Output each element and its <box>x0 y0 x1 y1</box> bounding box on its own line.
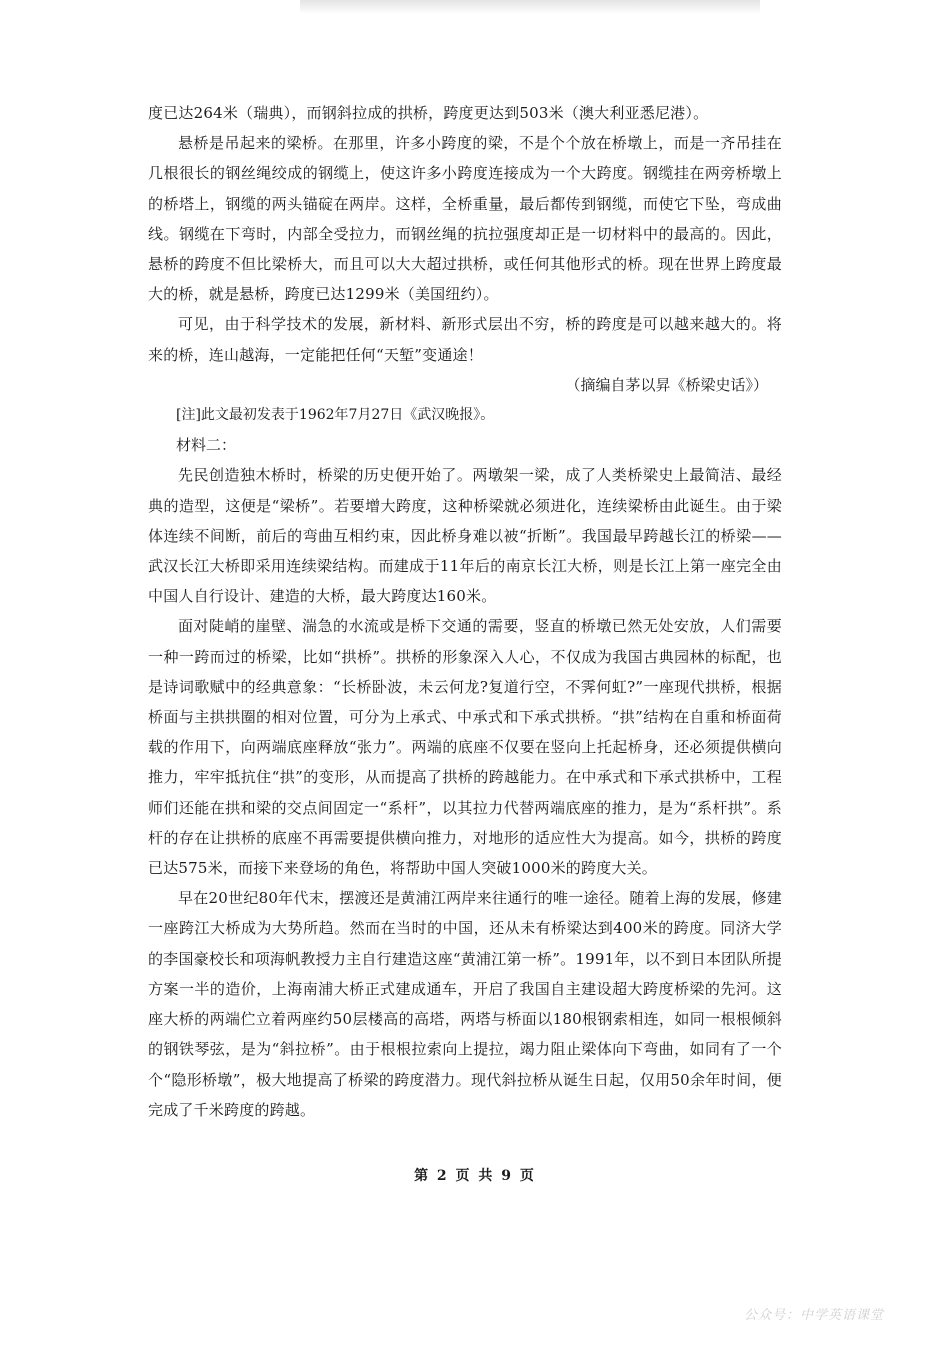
paragraph-conclusion: 可见，由于科学技术的发展，新材料、新形式层出不穷，桥的跨度是可以越来越大的。将来的桥，连山越海，一定能把任何“天堑”变通途！ <box>148 315 782 364</box>
watermark: 公众号：中学英语课堂 <box>743 1308 884 1323</box>
paragraph-arch-bridge: 面对陡峭的崖壁、湍急的水流或是桥下交通的需要，竖直的桥墩已然无处安放，人们需要一种一跨而过的桥梁，比如“拱桥”。拱桥的形象深入人心，不仅成为我国古典园林的标配，也是诗词歌赋中的经典意象：“长桥卧波，未云何龙?复道行空，不霁何虹?”一座现代拱桥，根据桥面与主拱拱圈的相对位置，可分为上承式、中承式和下承式拱桥。“拱”结构在自重和桥面荷载的作用下，向两端底座释放“张力”。两端的底座不仅要在竖向上托起桥身，还必须提供横向推力，牢牢抵抗住“拱”的变形，从而提高了拱桥的跨越能力。在中承式和下承式拱桥中，工程师们还能在拱和梁的交点间固定一“系杆”，以其拉力代替两端底座的推力，是为“系杆拱”。系杆的存在让拱桥的底座不再需要提供横向推力，对地形的适应性大为提高。如今，拱桥的跨度已达575米，而接下来登场的角色，将帮助中国人突破1000米的跨度大关。 <box>148 617 782 878</box>
material-two-heading: 材料二： <box>176 436 237 455</box>
page-number: 第 2 页 共 9 页 <box>414 1168 536 1184</box>
footnote: [注]此文最初发表于1962年7月27日《武汉晚报》。 <box>176 407 495 424</box>
source-citation: （摘编自茅以昇《桥梁史话》） <box>565 375 768 394</box>
paragraph-arch-span-continuation: 度已达264米（瑞典），而钢斜拉成的拱桥，跨度更达到503米（澳大利亚悉尼港）。 <box>148 104 709 122</box>
paragraph-suspension-bridge: 悬桥是吊起来的梁桥。在那里，许多小跨度的梁，不是个个放在桥墩上，而是一齐吊挂在几根很长的钢丝绳绞成的钢缆上，使这许多小跨度连接成为一个大跨度。钢缆挂在两旁桥墩上的桥塔上，钢缆的两头锚碇在两岸。这样，全桥重量，最后都传到钢缆，而使它下坠，弯成曲线。钢缆在下弯时，内部全受拉力，而钢丝绳的抗拉强度却正是一切材料中的最高的。因此，悬桥的跨度不但比梁桥大，而且可以大大超过拱桥，或任何其他形式的桥。现在世界上跨度最大的桥，就是悬桥，跨度已达1299米（美国纽约）。 <box>148 134 782 304</box>
scan-top-edge <box>300 0 760 14</box>
document-body <box>148 98 782 1125</box>
paragraph-cable-stayed-bridge: 早在20世纪80年代末，摆渡还是黄浦江两岸来往通行的唯一途径。随着上海的发展，修建一座跨江大桥成为大势所趋。然而在当时的中国，还从未有桥梁达到400米的跨度。同济大学的李国豪校长和项海帆教授力主自行建造这座“黄浦江第一桥”。1991年，以不到日本团队所提方案一半的造价，上海南浦大桥正式建成通车，开启了我国自主建设超大跨度桥梁的先河。这座大桥的两端伫立着两座约50层楼高的高塔，两塔与桥面以180根钢索相连，如同一根根倾斜的钢铁琴弦，是为“斜拉桥”。由于根根拉索向上提拉，竭力阻止梁体向下弯曲，如同有了一个个“隐形桥墩”，极大地提高了桥梁的跨度潜力。现代斜拉桥从诞生日起，仅用50余年时间，便完成了千米跨度的跨越。 <box>148 889 782 1119</box>
paragraph-beam-bridge: 先民创造独木桥时，桥梁的历史便开始了。两墩架一梁，成了人类桥梁史上最简洁、最经典的造型，这便是“梁桥”。若要增大跨度，这种桥梁就必须进化，连续梁桥由此诞生。由于梁体连续不间断，前后的弯曲互相约束，因此桥身难以被“折断”。我国最早跨越长江的桥梁——武汉长江大桥即采用连续梁结构。而建成于11年后的南京长江大桥，则是长江上第一座完全由中国人自行设计、建造的大桥，最大跨度达160米。 <box>148 466 782 606</box>
